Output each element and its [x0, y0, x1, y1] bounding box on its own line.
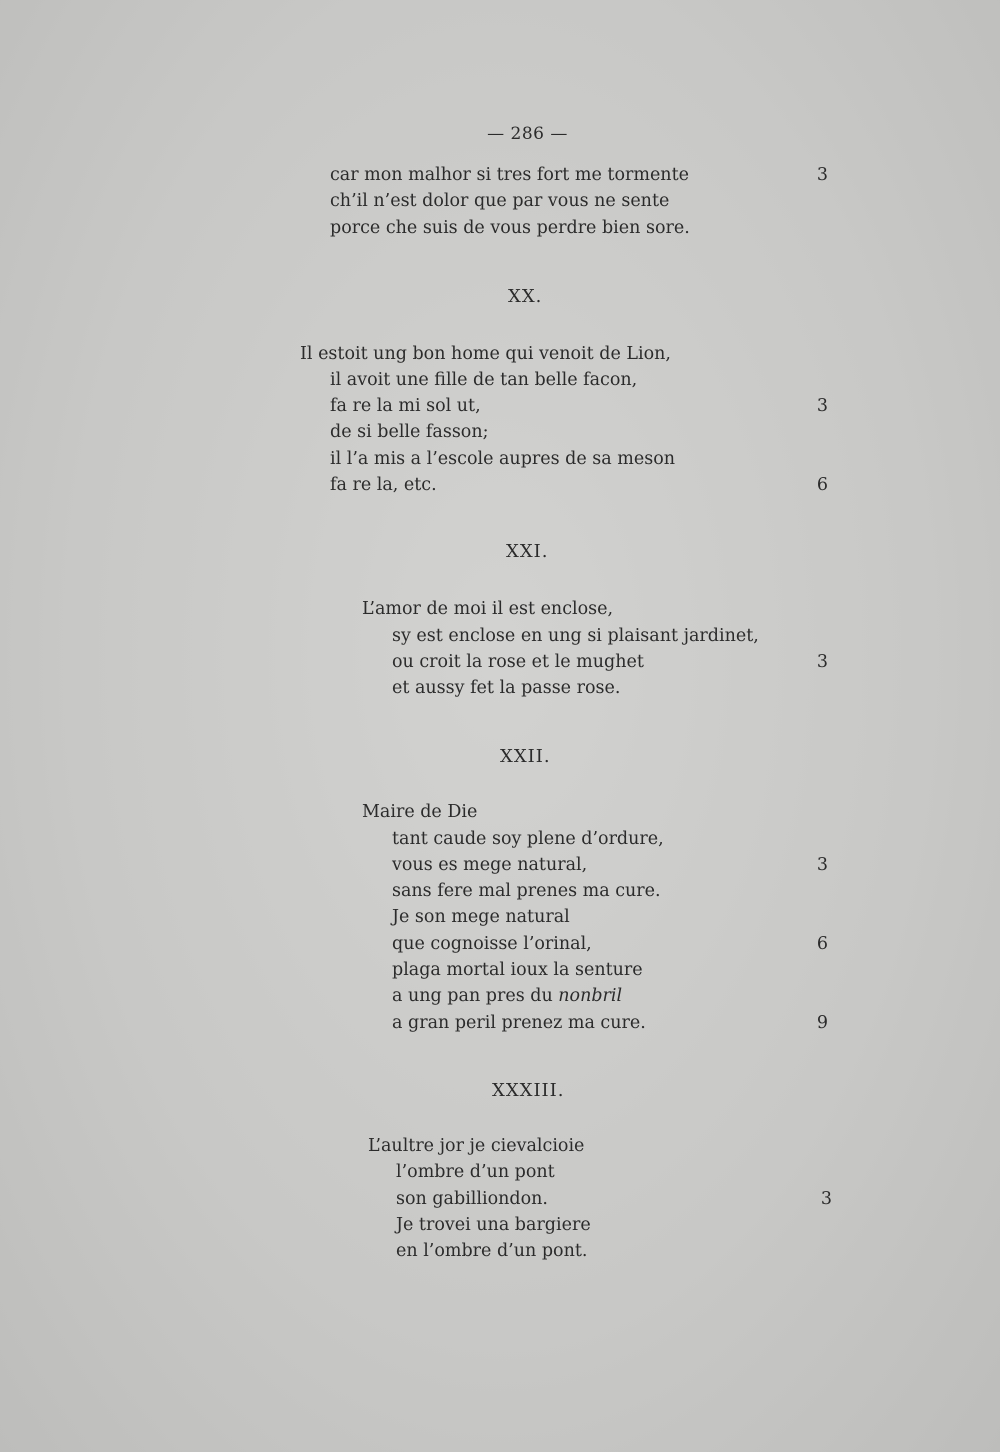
section-heading: XXXIII.	[492, 1080, 565, 1101]
verse-line: de si belle fasson;	[330, 422, 489, 442]
verse-line: en l’ombre d’un pont.	[396, 1241, 588, 1261]
verse-line: Il estoit ung bon home qui venoit de Lion,	[300, 344, 671, 364]
section-heading: XXI.	[506, 541, 549, 562]
verse-line: il avoit une fille de tan belle facon,	[330, 370, 638, 390]
section-heading: XX.	[508, 286, 543, 307]
verse-italic-word: nonbril	[558, 986, 623, 1006]
verse-line: L’amor de moi il est enclose,	[362, 599, 614, 619]
verse-line: ch’il n’est dolor que par vous ne sente	[330, 191, 670, 211]
verse-line: a gran peril prenez ma cure.	[392, 1013, 646, 1033]
verse-line: son gabilliondon.	[396, 1189, 548, 1209]
section-heading: XXII.	[500, 746, 551, 767]
line-number: 6	[816, 934, 828, 954]
verse-line: vous es mege natural,	[392, 855, 588, 875]
verse-line: il l’a mis a l’escole aupres de sa meson	[330, 449, 676, 469]
verse-line: l’ombre d’un pont	[396, 1162, 555, 1182]
verse-line: sy est enclose en ung si plaisant jardinet,	[392, 626, 759, 646]
verse-line: Je son mege natural	[392, 907, 570, 927]
verse-text: a ung pan pres du	[392, 986, 559, 1006]
line-number: 3	[816, 396, 828, 416]
line-number: 9	[816, 1013, 828, 1033]
verse-line: car mon malhor si tres fort me tormente	[330, 165, 689, 185]
line-number: 3	[816, 652, 828, 672]
verse-line: plaga mortal ioux la senture	[392, 960, 643, 980]
verse-line: sans fere mal prenes ma cure.	[392, 881, 661, 901]
verse-line: ou croit la rose et le mughet	[392, 652, 644, 672]
line-number: 3	[816, 165, 828, 185]
line-number: 6	[816, 475, 828, 495]
verse-line: porce che suis de vous perdre bien sore.	[330, 218, 690, 238]
verse-line: fa re la mi sol ut,	[330, 396, 481, 416]
page-number: — 286 —	[487, 124, 568, 144]
verse-line: tant caude soy plene d’ordure,	[392, 829, 664, 849]
verse-line: que cognoisse l’orinal,	[392, 934, 592, 954]
line-number: 3	[816, 855, 828, 875]
verse-line: L’aultre jor je cievalcioie	[368, 1136, 585, 1156]
line-number: 3	[820, 1189, 832, 1209]
verse-line: fa re la, etc.	[330, 475, 437, 495]
verse-line	[392, 984, 622, 1008]
verse-line: Maire de Die	[362, 802, 478, 822]
verse-line: et aussy fet la passe rose.	[392, 678, 621, 698]
verse-line: Je trovei una bargiere	[396, 1215, 591, 1235]
